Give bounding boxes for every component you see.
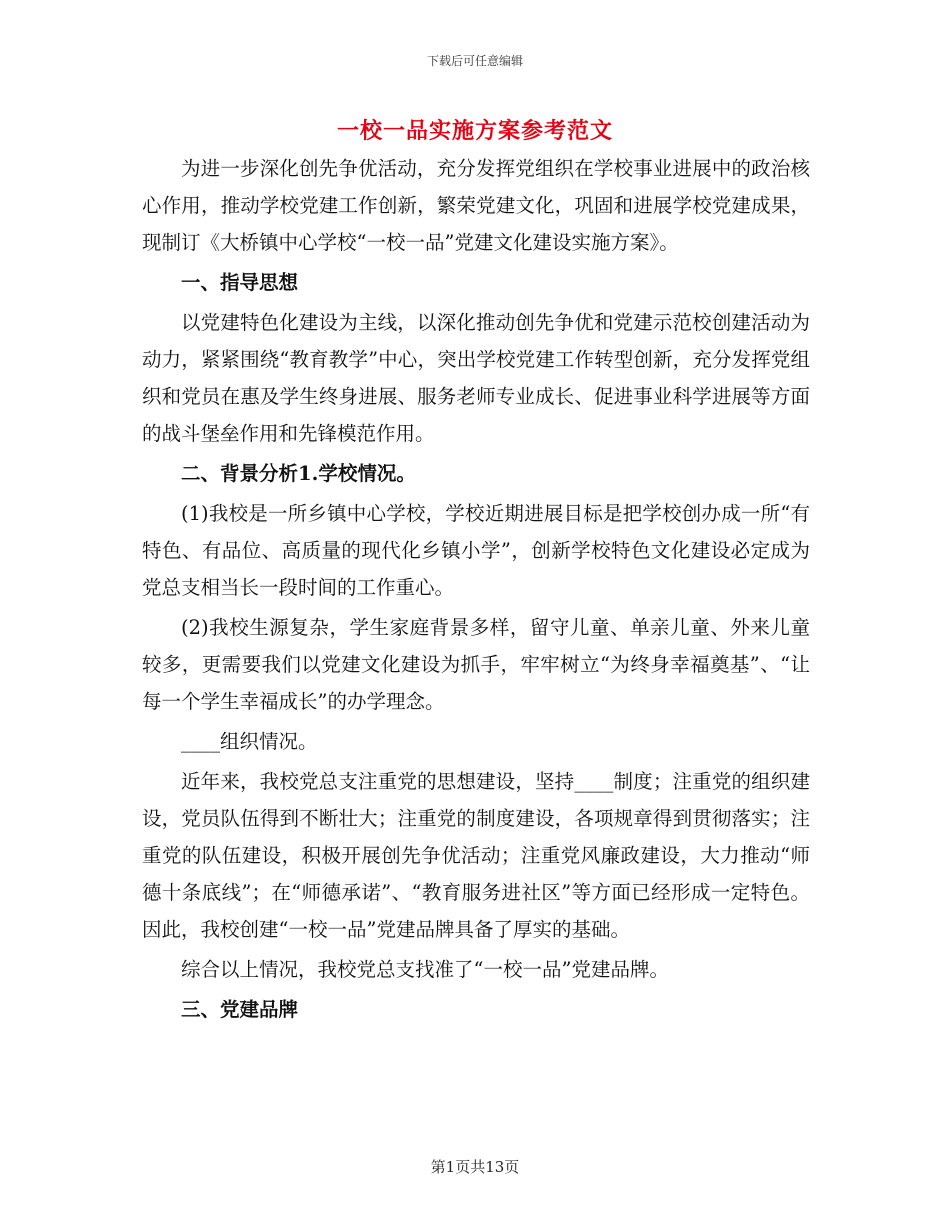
summary-paragraph: 综合以上情况，我校党总支找准了“一校一品”党建品牌。 <box>181 958 669 981</box>
section-heading-background: 二、背景分析1.学校情况。 <box>181 462 416 485</box>
document-title: 一校一品实施方案参考范文 <box>336 118 613 144</box>
intro-paragraph: 为进一步深化创先争优活动，充分发挥党组织在学校事业进展中的政治核心作用，推动学校党建工作创新，繁荣党建文化，巩固和进展学校党建成果，现制订《大桥镇中心学校“一校一品”党建文化建设实施方案》。 <box>142 157 810 254</box>
organization-paragraph: 近年来，我校党总支注重党的思想建设，坚持____制度；注重党的组织建设，党员队伍得到不断壮大；注重党的制度建设，各项规章得到贯彻落实；注重党的队伍建设，积极开展创先争优活动；注重党风廉政建设，大力推动“师德十条底线”；在“师德承诺”、“教育服务进社区”等方面已经形成一定特色。因此，我校创建“一校一品”党建品牌具备了厚实的基础。 <box>142 770 810 941</box>
background-item-2: (2)我校生源复杂，学生家庭背景多样，留守儿童、单亲儿童、外来儿童较多，更需要我们以党建文化建设为抓手，牢牢树立“为终身幸福奠基”、“让每一个学生幸福成长”的办学理念。 <box>142 616 810 713</box>
background-item-1: (1)我校是一所乡镇中心学校，学校近期进展目标是把学校创办成一所“有特色、有品位、高质量的现代化乡镇小学”，创新学校特色文化建设必定成为党总支相当长一段时间的工作重心。 <box>142 502 810 599</box>
section-heading-party-brand: 三、党建品牌 <box>181 998 299 1021</box>
guiding-ideology-paragraph: 以党建特色化建设为主线，以深化推动创先争优和党建示范校创建活动为动力，紧紧围绕“教育教学”中心，突出学校党建工作转型创新，充分发挥党组织和党员在惠及学生终身进展、服务老师专业成长、促进事业科学进展等方面的战斗堡垒作用和先锋模范作用。 <box>142 311 810 445</box>
document-body <box>142 150 810 1028</box>
organization-subheading: ____组织情况。 <box>181 730 318 753</box>
page-number: 第1页共13页 <box>430 1158 520 1176</box>
header-note: 下载后可任意编辑 <box>426 54 523 68</box>
section-heading-guiding-ideology: 一、指导思想 <box>181 271 299 294</box>
